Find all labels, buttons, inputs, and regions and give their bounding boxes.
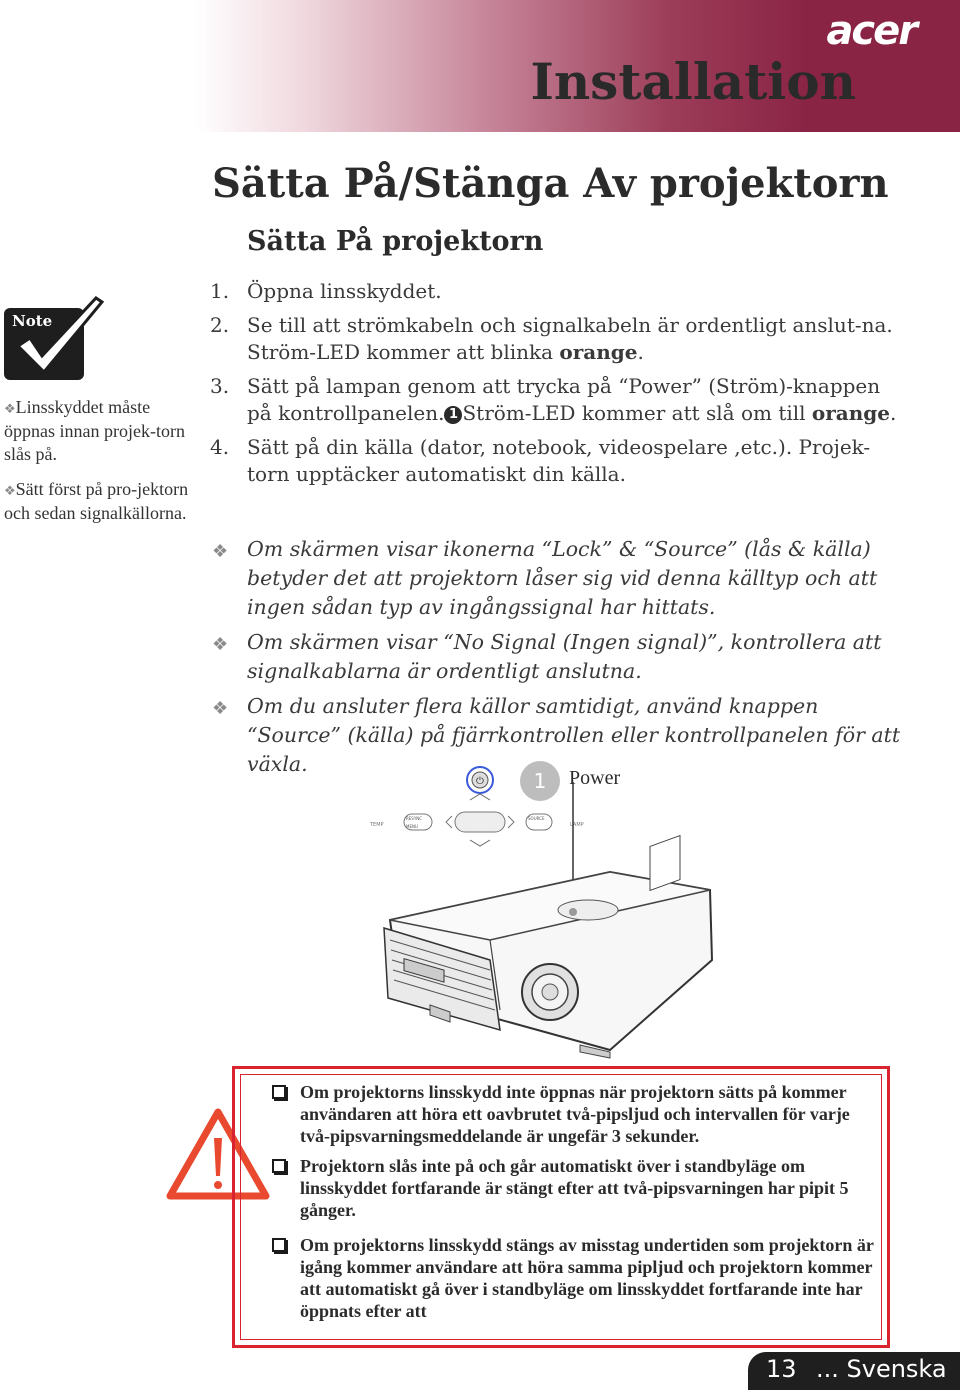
projector-illustration bbox=[360, 760, 740, 1060]
diamond-bullet-icon: ❖ bbox=[212, 541, 229, 562]
warning-list bbox=[270, 1081, 880, 1330]
note-item: ❖Linsskyddet måste öppnas innan projek-torn slås på. bbox=[4, 397, 185, 464]
step-item: 4. Sätt på din källa (dator, notebook, videospelare ,etc.). Projek-torn upptäcker automatiskt din källa. bbox=[210, 435, 871, 486]
diamond-bullet-icon: ❖ bbox=[4, 483, 16, 498]
svg-text:TEMP: TEMP bbox=[370, 822, 384, 828]
tips-list bbox=[210, 535, 910, 785]
diamond-bullet-icon: ❖ bbox=[212, 698, 229, 719]
acer-logo: acer bbox=[826, 8, 916, 54]
page-heading: Sätta På/Stänga Av projektorn bbox=[212, 160, 889, 207]
tip-item: ❖ Om du ansluter flera källor samtidigt, använd knappen “Source” (källa) på fjärrkontrollen eller kontrollpanelen för att växla. bbox=[212, 694, 901, 776]
diamond-bullet-icon: ❖ bbox=[212, 634, 229, 655]
note-checkmark-icon bbox=[4, 294, 104, 386]
svg-text:SOURCE: SOURCE bbox=[528, 816, 545, 821]
step-item: 2. Se till att strömkabeln och signalkabeln är ordentligt anslut-na. Ström-LED kommer att blinka orange. bbox=[210, 313, 893, 364]
step-item: 3. Sätt på lampan genom att trycka på “Power” (Ström)-knappen på kontrollpanelen. 1 Ström-LED kommer att slå om till orange. bbox=[210, 374, 897, 425]
svg-text:⏻: ⏻ bbox=[476, 776, 484, 787]
page-footer bbox=[748, 1352, 960, 1390]
power-callout-label: Power bbox=[569, 767, 621, 789]
tip-item: ❖ Om skärmen visar “No Signal (Ingen signal)”, kontrollera att signalkablarna är ordentligt anslutna. bbox=[212, 630, 882, 683]
language-label: ... Svenska bbox=[816, 1355, 947, 1383]
sub-heading: Sätta På projektorn bbox=[247, 226, 544, 257]
tip-item: ❖ Om skärmen visar ikonerna “Lock” & “Source” (lås & källa) betyder det att projektorn låser sig vid denna källtyp och att ingen sådan typ av ingångssignal har hittats. bbox=[212, 537, 878, 619]
step-item: 1. Öppna linsskyddet. bbox=[210, 279, 442, 303]
warning-item: Om projektorns linsskydd stängs av misstag undertiden som projektorn är igång kommer användare att höra samma pipljud och projektorn kommer att automatiskt gå över i standbyläge om linsskyddet fortfarande inte har öppnats efter att bbox=[270, 1234, 880, 1322]
steps-list bbox=[210, 278, 910, 495]
note-label: Note bbox=[12, 312, 53, 330]
callout-marker-icon: 1 bbox=[444, 406, 462, 424]
svg-text:RESYNC: RESYNC bbox=[406, 816, 423, 821]
page-number: 13 bbox=[766, 1355, 797, 1383]
checkbox-bullet-icon bbox=[272, 1159, 286, 1173]
checkbox-bullet-icon bbox=[272, 1085, 286, 1099]
warning-item: Om projektorns linsskydd inte öppnas när projektorn sätts på kommer användaren att höra ett oavbrutet två-pipsljud och intervallen för varje två-pipsvarningsmeddelande är ungefär 3 sekunder. bbox=[270, 1081, 880, 1147]
diamond-bullet-icon: ❖ bbox=[4, 401, 16, 416]
note-sidebar bbox=[4, 396, 194, 537]
svg-text:MENU: MENU bbox=[406, 824, 418, 829]
section-title: Installation bbox=[530, 52, 856, 111]
checkbox-bullet-icon bbox=[272, 1238, 286, 1252]
svg-text:LAMP: LAMP bbox=[570, 822, 584, 828]
power-callout-number: 1 bbox=[520, 761, 560, 801]
note-item: ❖Sätt först på pro-jektorn och sedan signalkällorna. bbox=[4, 479, 189, 523]
warning-item: Projektorn slås inte på och går automatiskt över i standbyläge om linsskyddet fortfarande är stängt efter att två-pipsvarningen har pipit 5 gånger. bbox=[270, 1155, 880, 1221]
